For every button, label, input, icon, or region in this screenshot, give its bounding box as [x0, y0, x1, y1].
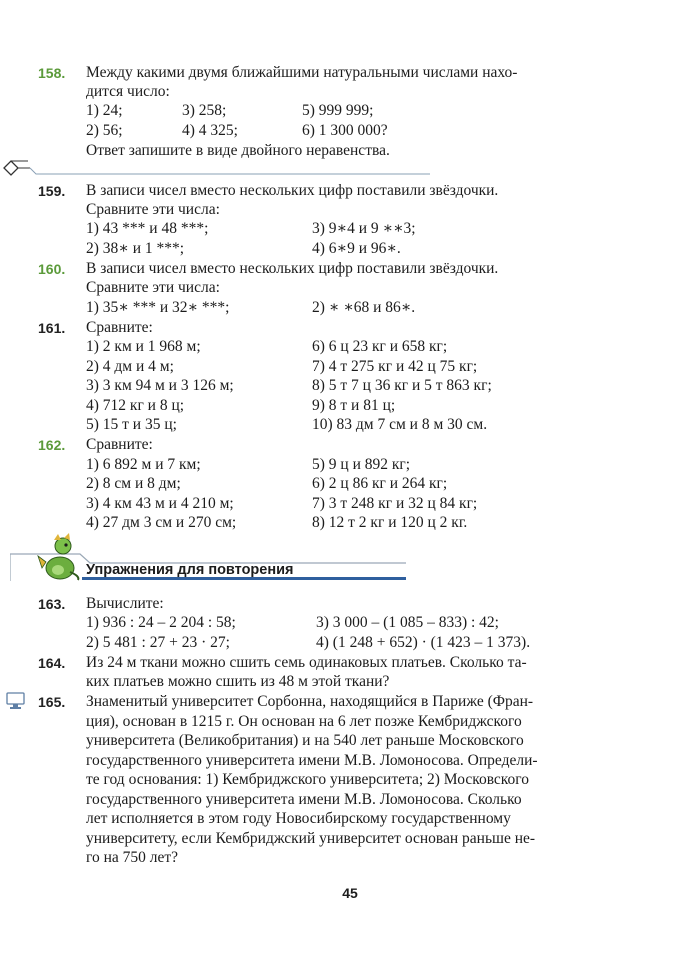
problem-161-option-2: 2) 4 дм и 4 м;	[86, 358, 174, 375]
problem-161-number: 161.	[38, 320, 66, 336]
problem-162-option-5: 5) 9 ц и 892 кг;	[312, 456, 411, 473]
problem-161-text-line-1: Сравните:	[86, 319, 153, 336]
problem-159-number: 159.	[38, 183, 66, 199]
problem-162-option-6: 6) 2 ц 86 кг и 264 кг;	[312, 475, 448, 492]
problem-162-option-8: 8) 12 т 2 кг и 120 ц 2 кг.	[312, 514, 468, 531]
problem-165-text-line-8: университету, если Кембриджский университет основан раньше не-	[86, 830, 536, 847]
problem-165-text-line-6: государственного университета имени М.В. Ломоносова. Сколько	[86, 791, 522, 808]
dragon-mascot-icon	[36, 532, 84, 582]
problem-163-option-2: 2) 5 481 : 27 + 23 · 27;	[86, 634, 230, 651]
problem-159-option-3: 3) 9∗4 и 9 ∗∗3;	[312, 220, 416, 237]
problem-159-option-4: 4) 6∗9 и 96∗.	[312, 240, 401, 257]
problem-165-text-line-2: ция), основан в 1215 г. Он основан на 6 лет позже Кембриджского	[86, 713, 522, 730]
problem-163-option-1: 1) 936 : 24 – 2 204 : 58;	[86, 614, 236, 631]
problem-159-text-line-2: Сравните эти числа:	[86, 201, 220, 218]
problem-164-text-line-1: Из 24 м ткани можно сшить семь одинаковых платьев. Сколько та-	[86, 654, 527, 671]
problem-162-option-1: 1) 6 892 м и 7 км;	[86, 456, 201, 473]
problem-158-option-3: 3) 258;	[182, 102, 227, 119]
problem-161-option-9: 9) 8 т и 81 ц;	[312, 397, 396, 414]
problem-165-text-line-7: лет исполняется в этом году Новосибирскому государственному	[86, 810, 511, 827]
problem-158-text-line-1: Между какими двумя ближайшими натуральными числами нахо-	[86, 64, 518, 81]
problem-162-text-line-1: Сравните:	[86, 436, 153, 453]
section-title: Упражнения для повторения	[86, 562, 294, 578]
problem-163-option-4: 4) (1 248 + 652) · (1 423 – 1 373).	[316, 634, 531, 651]
problem-160-option-2: 2) ∗ ∗68 и 86∗.	[312, 299, 416, 316]
problem-161-option-1: 1) 2 км и 1 968 м;	[86, 338, 201, 355]
problem-165-text-line-9: го на 750 лет?	[86, 849, 179, 866]
page-number: 45	[342, 885, 358, 901]
diamond-marker-icon	[0, 156, 440, 180]
problem-158-option-4: 4) 4 325;	[182, 122, 238, 139]
problem-164-number: 164.	[38, 655, 66, 671]
problem-158-option-2: 2) 56;	[86, 122, 123, 139]
problem-158-number: 158.	[38, 65, 66, 81]
problem-159-option-1: 1) 43 *** и 48 ***;	[86, 220, 209, 237]
problem-158-text-line-5: Ответ запишите в виде двойного неравенства.	[86, 142, 390, 159]
problem-163-number: 163.	[38, 596, 66, 612]
problem-161-option-7: 7) 4 т 275 кг и 42 ц 75 кг;	[312, 358, 478, 375]
problem-165-text-line-4: государственного университета имени М.В. Ломоносова. Определи-	[86, 752, 538, 769]
computer-monitor-icon	[6, 692, 26, 710]
problem-165-text-line-5: те год основания: 1) Кембриджского университета; 2) Московского	[86, 771, 530, 788]
problem-158-option-1: 1) 24;	[86, 102, 123, 119]
problem-162-number: 162.	[38, 437, 66, 453]
problem-158-option-5: 5) 999 999;	[302, 102, 374, 119]
problem-164-text-line-2: ких платьев можно сшить из 48 м этой ткани?	[86, 673, 390, 690]
problem-162-option-3: 3) 4 км 43 м и 4 210 м;	[86, 495, 234, 512]
problem-160-text-line-2: Сравните эти числа:	[86, 279, 220, 296]
problem-161-option-3: 3) 3 км 94 м и 3 126 м;	[86, 377, 234, 394]
problem-165-text-line-1: Знаменитый университет Сорбонна, находящийся в Париже (Фран-	[86, 693, 534, 710]
problem-163-option-3: 3) 3 000 – (1 085 – 833) : 42;	[316, 614, 499, 631]
problem-161-option-10: 10) 83 дм 7 см и 8 м 30 см.	[312, 416, 488, 433]
problem-160-text-line-1: В записи чисел вместо нескольких цифр поставили звёздочки.	[86, 260, 499, 277]
problem-162-option-7: 7) 3 т 248 кг и 32 ц 84 кг;	[312, 495, 478, 512]
problem-161-option-8: 8) 5 т 7 ц 36 кг и 5 т 863 кг;	[312, 377, 492, 394]
problem-165-text-line-3: университета (Великобритания) и на 540 лет раньше Московского	[86, 732, 524, 749]
problem-160-option-1: 1) 35∗ *** и 32∗ ***;	[86, 299, 230, 316]
problem-159-option-2: 2) 38∗ и 1 ***;	[86, 240, 185, 257]
problem-158-text-line-2: дится число:	[86, 83, 170, 100]
problem-165-number: 165.	[38, 694, 66, 710]
problem-162-option-2: 2) 8 см и 8 дм;	[86, 475, 181, 492]
problem-160-number: 160.	[38, 261, 66, 277]
problem-163-text-line-1: Вычислите:	[86, 595, 164, 612]
problem-159-text-line-1: В записи чисел вместо нескольких цифр поставили звёздочки.	[86, 182, 499, 199]
problem-162-option-4: 4) 27 дм 3 см и 270 см;	[86, 514, 237, 531]
problem-161-option-5: 5) 15 т и 35 ц;	[86, 416, 177, 433]
problem-158-option-6: 6) 1 300 000?	[302, 122, 388, 139]
problem-161-option-4: 4) 712 кг и 8 ц;	[86, 397, 185, 414]
problem-161-option-6: 6) 6 ц 23 кг и 658 кг;	[312, 338, 448, 355]
